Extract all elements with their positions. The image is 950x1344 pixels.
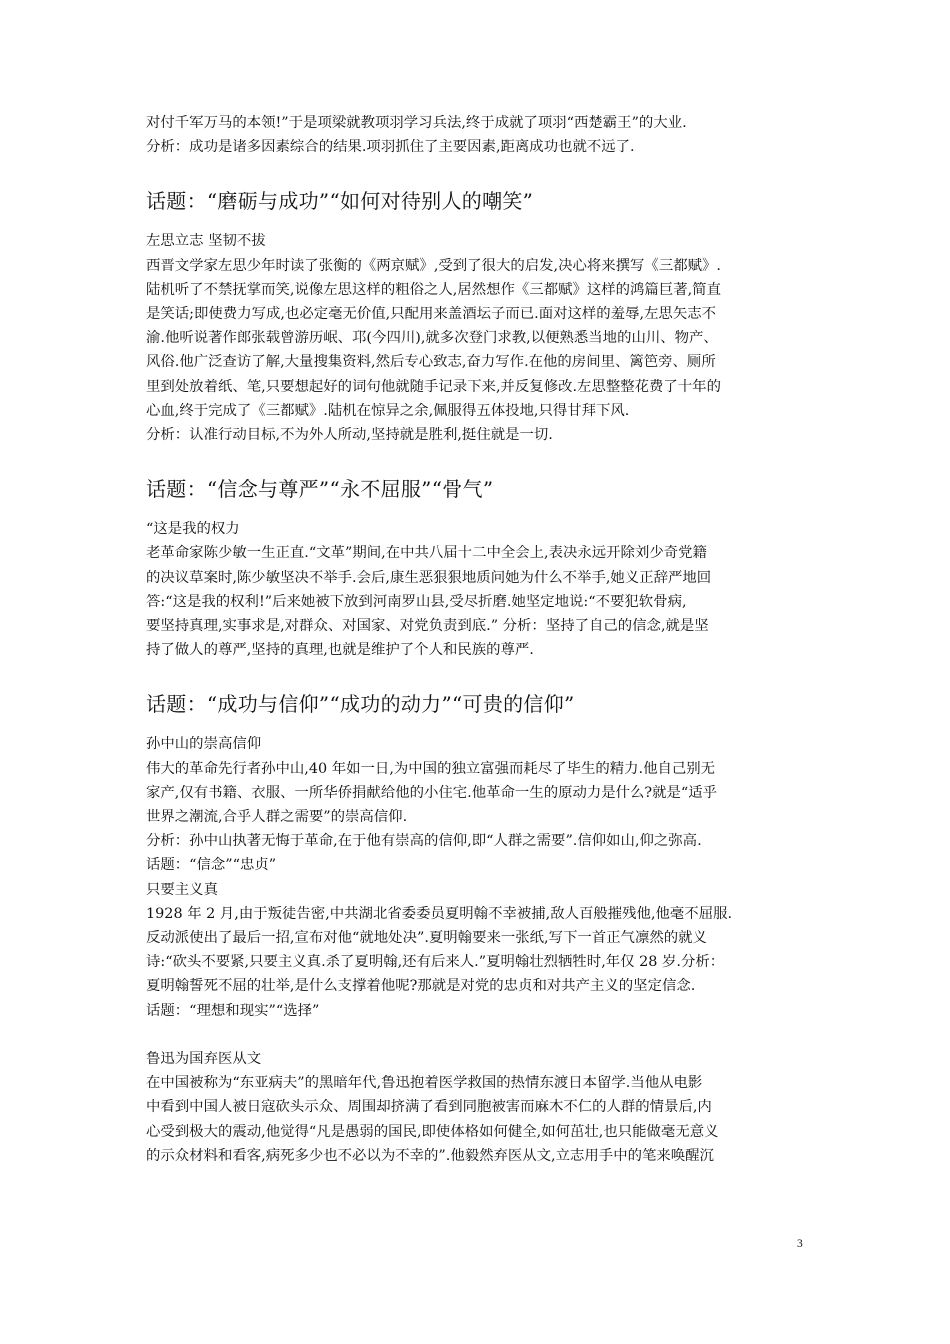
paragraph-line: 中看到中国人被日寇砍头示众、周围却挤满了看到同胞被害而麻木不仁的人群的情景后,内 [146,1099,712,1116]
paragraph-line: 答:“这是我的权利!”后来她被下放到河南罗山县,受尽折磨.她坚定地说:“不要犯软骨病, [146,593,687,610]
paragraph-line: 心受到极大的震动,他觉得“凡是愚弱的国民,即使体格如何健全,如何茁壮,也只能做毫无意义 [146,1123,719,1140]
paragraph-line: 是笑话;即使费力写成,也必定毫无价值,只配用来盖酒坛子而已.面对这样的羞辱,左思矢志不 [146,306,716,323]
topic-line: 话题：“理想和现实”“选择” [146,1002,320,1019]
paragraph-line: 世界之潮流,合乎人群之需要”的崇高信仰. [146,809,408,826]
paragraph-line: 渝.他听说著作郎张载曾游历岷、邛(今四川),就多次登门求教,以便熟悉当地的山川、物产、 [146,330,718,347]
paragraph-line: 的决议草案时,陈少敏坚决不举手.会后,康生恶狠狠地质问她为什么不举手,她义正辞严地回 [146,569,712,586]
paragraph-line: 在中国被称为“东亚病夫”的黑暗年代,鲁迅抱着医学救国的热情东渡日本留学.当他从电影 [146,1075,703,1092]
section-heading: 话题：“信念与尊严”“永不屈服”“骨气” [146,477,494,502]
page-number: 3 [797,1238,803,1250]
paragraph-line: 里到处放着纸、笔,只要想起好的词句他就随手记录下来,并反复修改.左思整整花费了十年的 [146,378,721,395]
section-belief [146,689,810,1022]
paragraph-line: 的示众材料和看客,病死多少也不必以为不幸的”.他毅然弃医从文,立志用手中的笔来唤醒沉 [146,1147,714,1164]
topic-line: 话题：“信念”“忠贞” [146,857,277,874]
paragraph-line: 风俗.他广泛查访了解,大量搜集资料,然后专心致志,奋力写作.在他的房间里、篱笆旁、厕所 [146,354,716,371]
paragraph-line: 反动派使出了最后一招,宣布对他“就地处决”.夏明翰要来一张纸,写下一首正气凛然的就义 [146,930,707,947]
paragraph-line: 诗:“砍头不要紧,只要主义真.杀了夏明翰,还有后来人.”夏明翰壮烈牺牲时,年仅 28 岁.分析： [146,954,725,971]
section-heading: 话题：“磨砺与成功”“如何对待别人的嘲笑” [146,189,534,214]
blank-spacer [146,1023,810,1047]
analysis-line: 分析：孙中山执著无悔于革命,在于他有崇高的信仰,即“人群之需要”.信仰如山,仰之弥高. [146,833,702,850]
paragraph-line: 家产,仅有书籍、衣服、一所华侨捐献给他的小住宅.他革命一生的原动力是什么?就是“适乎 [146,784,718,801]
paragraph-line: 伟大的革命先行者孙中山,40 年如一日,为中国的独立富强而耗尽了毕生的精力.他自己别无 [146,760,716,777]
story-title: “这是我的权力 [146,521,240,538]
paragraph-line: 要坚持真理,实事求是,对群众、对国家、对党负责到底.” 分析：坚持了自己的信念,就是坚 [146,618,709,635]
story-title: 鲁迅为国弃医从文 [146,1050,262,1067]
analysis-line: 分析：成功是诸多因素综合的结果.项羽抓住了主要因素,距离成功也就不远了. [146,139,635,156]
section-dignity [146,474,810,662]
section-perseverance [146,186,810,447]
section-heading: 话题：“成功与信仰”“成功的动力”“可贵的信仰” [146,692,575,717]
page-content [146,111,810,1168]
paragraph-line: 持了做人的尊严,坚持的真理,也就是维护了个人和民族的尊严. [146,642,534,659]
paragraph-line: 陆机听了不禁抚掌而笑,说像左思这样的粗俗之人,居然想作《三都赋》这样的鸿篇巨著,简直 [146,281,721,298]
section-luxun [146,1047,810,1168]
paragraph-line: 老革命家陈少敏一生正直.“文革”期间,在中共八届十二中全会上,表决永远开除刘少奇党籍 [146,545,707,562]
paragraph-line: 夏明翰誓死不屈的壮举,是什么支撑着他呢?那就是对党的忠贞和对共产主义的坚定信念. [146,978,696,995]
paragraph-line: 对付千军万马的本领!”于是项梁就教项羽学习兵法,终于成就了项羽“西楚霸王”的大业. [146,115,687,131]
story-title: 左思立志 坚韧不拔 [146,233,266,250]
story-title: 只要主义真 [146,881,218,898]
analysis-line: 分析：认准行动目标,不为外人所动,坚持就是胜利,挺住就是一切. [146,427,553,444]
paragraph-line: 西晋文学家左思少年时读了张衡的《两京赋》,受到了很大的启发,决心将来撰写《三都赋》. [146,257,721,274]
paragraph-line: 心血,终于完成了《三都赋》.陆机在惊异之余,佩服得五体投地,只得甘拜下风. [146,402,630,419]
story-title: 孙中山的崇高信仰 [146,736,262,753]
section-intro [146,111,810,159]
paragraph-line: 1928 年 2 月,由于叛徒告密,中共湖北省委委员夏明翰不幸被捕,敌人百般摧残他,他毫不屈服. [146,905,733,922]
